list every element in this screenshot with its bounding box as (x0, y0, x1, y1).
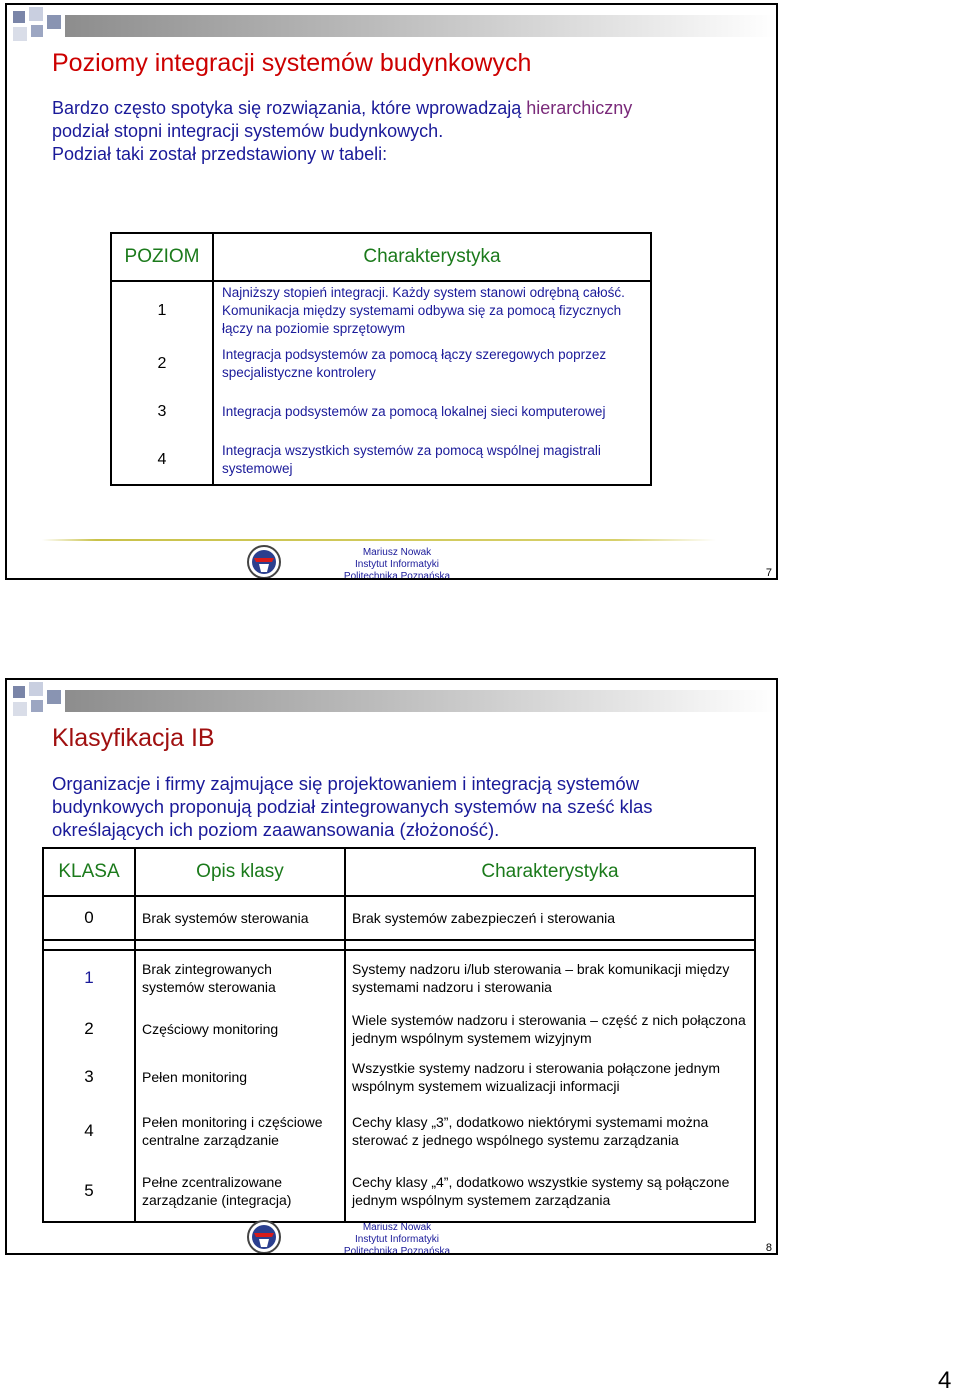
slide-intro: Organizacje i firmy zajmujące się projektowaniem i integracją systemów budynkowych proponują podział zintegrowanych systemów na sześć klas określających ich poziom zaawansowania (złożoność). (52, 773, 653, 840)
class-cell: 1 (43, 950, 135, 1005)
slide-footer (307, 1222, 487, 1255)
table-row (43, 1101, 755, 1161)
characteristic-cell: Integracja podsystemów za pomocą łączy szeregowych poprzez specjalistyczne kontrolery (213, 340, 651, 388)
footer-institute: Instytut Informatyki (355, 559, 439, 570)
description-cell: Brak zintegrowanych systemów sterowania (135, 950, 345, 1005)
ib-classification-table (42, 847, 756, 1223)
intro-highlight: hierarchiczny (526, 98, 633, 118)
class-cell: 4 (43, 1101, 135, 1161)
table-row (111, 436, 651, 485)
footer-author: Mariusz Nowak (362, 1222, 432, 1233)
level-cell: 4 (111, 436, 213, 485)
table-row (111, 340, 651, 388)
column-header-description: Opis klasy (135, 848, 345, 896)
intro-text: Bardzo często spotyka się rozwiązania, które wprowadzają (52, 98, 527, 118)
class-cell: 3 (43, 1053, 135, 1101)
table-row (43, 896, 755, 940)
table-row (43, 1053, 755, 1101)
level-cell: 1 (111, 281, 213, 340)
description-cell: Częściowy monitoring (135, 1005, 345, 1053)
description-cell: Pełen monitoring (135, 1053, 345, 1101)
description-cell: Pełne zcentralizowane zarządzanie (integracja) (135, 1161, 345, 1222)
footer-institute: Instytut Informatyki (355, 1234, 439, 1245)
university-logo-icon (247, 545, 281, 579)
characteristic-cell: Cechy klasy „3”, dodatkowo niektórymi systemami można sterować z jednego wspólnego systemu zarządzania (345, 1101, 755, 1161)
class-cell: 5 (43, 1161, 135, 1222)
integration-levels-table (110, 232, 652, 486)
level-cell: 2 (111, 340, 213, 388)
intro-text: Podział taki został przedstawiony w tabeli: (52, 144, 388, 164)
slide-number: 7 (765, 567, 772, 579)
table-row (43, 950, 755, 1005)
footer-divider (42, 539, 716, 541)
footer-university: Politechnika Poznańska (343, 1246, 451, 1255)
characteristic-cell: Wszystkie systemy nadzoru i sterowania połączone jednym wspólnym systemem wizualizacji informacji (345, 1053, 755, 1101)
slide-number: 8 (765, 1242, 772, 1254)
header-decoration (7, 5, 776, 50)
characteristic-cell: Integracja wszystkich systemów za pomocą wspólnej magistrali systemowej (213, 436, 651, 485)
class-cell: 2 (43, 1005, 135, 1053)
description-cell: Brak systemów sterowania (135, 896, 345, 940)
class-cell: 0 (43, 896, 135, 940)
slide-title: Klasyfikacja IB (52, 724, 215, 752)
characteristic-cell: Najniższy stopień integracji. Każdy system stanowi odrębną całość. Komunikacja między systemami odbywa się za pomocą fizycznych łączy na poziomie sprzętowym (213, 281, 651, 340)
characteristic-cell: Cechy klasy „4”, dodatkowo wszystkie systemy są połączone jednym wspólnym systemem zarządzania (345, 1161, 755, 1222)
table-row (43, 1005, 755, 1053)
column-header-characteristic: Charakterystyka (213, 233, 651, 281)
slide-8 (5, 678, 778, 1255)
column-header-level: POZIOM (111, 233, 213, 281)
column-header-characteristic: Charakterystyka (345, 848, 755, 896)
characteristic-cell: Systemy nadzoru i/lub sterowania – brak komunikacji między systemami nadzoru i sterowania (345, 950, 755, 1005)
column-header-class: KLASA (43, 848, 135, 896)
footer-author: Mariusz Nowak (362, 547, 432, 558)
characteristic-cell: Wiele systemów nadzoru i sterowania – część z nich połączona jednym wspólnym systemem wizyjnym (345, 1005, 755, 1053)
intro-text: podział stopni integracji systemów budynkowych. (52, 121, 444, 141)
university-logo-icon (247, 1220, 281, 1254)
table-row (43, 1161, 755, 1222)
table-row (111, 388, 651, 436)
characteristic-cell: Integracja podsystemów za pomocą lokalnej sieci komputerowej (213, 388, 651, 436)
slide-7 (5, 3, 778, 580)
header-decoration (7, 680, 776, 725)
slide-title: Poziomy integracji systemów budynkowych (52, 49, 532, 77)
slide-footer (307, 547, 487, 580)
slide-intro (52, 97, 746, 166)
table-row (111, 281, 651, 340)
footer-university: Politechnika Poznańska (343, 571, 451, 580)
characteristic-cell: Brak systemów zabezpieczeń i sterowania (345, 896, 755, 940)
level-cell: 3 (111, 388, 213, 436)
page-number: 4 (938, 1367, 952, 1394)
description-cell: Pełen monitoring i częściowe centralne zarządzanie (135, 1101, 345, 1161)
